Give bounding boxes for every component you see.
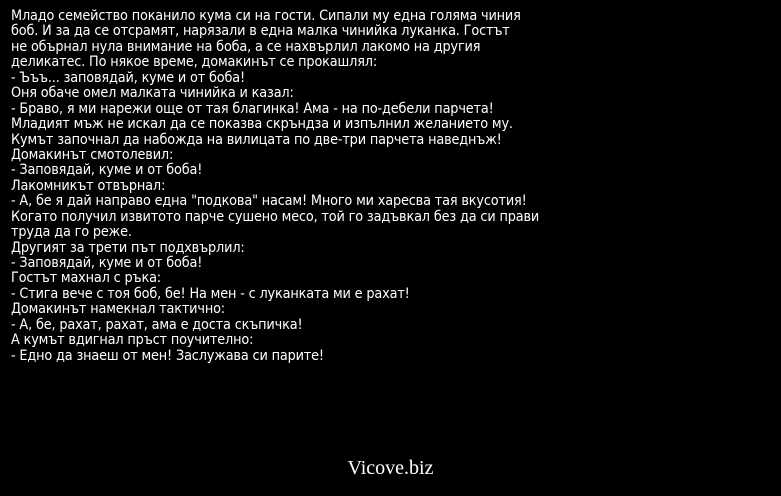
story-line: - Браво, я ми нарежи още от тая благинка! Ама - на по-дебели парчета! [11,100,494,117]
story-line: Кумът започнал да набожда на вилицата по две-три парчета наведнъж! [11,131,502,148]
story-line: Домакинът намекнал тактично: [11,301,225,318]
story-line: А кумът вдигнал пръст поучително: [11,332,254,349]
story-line: - А, бе, рахат, рахат, ама е доста скъпичка! [11,316,303,333]
story-line: Оня обаче омел малката чинийка и казал: [11,85,294,102]
story-line: - Заповядай, куме и от боба! [11,255,203,271]
story-line: - А, бе я дай направо една "подкова" насам! Много ми харесва тая вкусотия! [11,193,527,210]
story-line: Младият мъж не искал да се показва скръндза и изпълнил желанието му. [11,116,513,133]
story-line: Гостът махнал с ръка: [11,270,161,287]
story-line: Другият за трети път подхвърлил: [11,239,245,256]
story-line: труда да го реже. [11,224,132,241]
story-line: - Заповядай, куме и от боба! [11,162,203,179]
story-line: Домакинът смотолевил: [11,146,174,163]
story-line: Младо семейство поканило кума си на гости. Сипали му една голяма чиния [11,8,521,24]
story-line: не обърнал нула внимание на боба, а се нахвърлил лакомо на другия [11,38,481,55]
site-watermark: Vicove.biz [347,457,434,479]
story-line: Когато получил извитото парче сушено месо, той го задъвкал без да си прави [11,208,540,225]
story-line: Лакомникът отвърнал: [11,177,166,194]
story-line: - Едно да знаеш от мен! Заслужава си парите! [11,347,324,364]
story-line: - Стига вече с тоя боб, бе! На мен - с луканката ми е рахат! [11,285,410,302]
story-line: деликатес. По някое време, домакинът се прокашлял: [11,54,378,71]
joke-text [11,9,776,364]
story-line: боб. И за да се отсрамят, нарязали в една малка чинийка луканка. Гостът [11,23,510,40]
story-line: - Ъъъ... заповядай, куме и от боба! [11,69,246,86]
